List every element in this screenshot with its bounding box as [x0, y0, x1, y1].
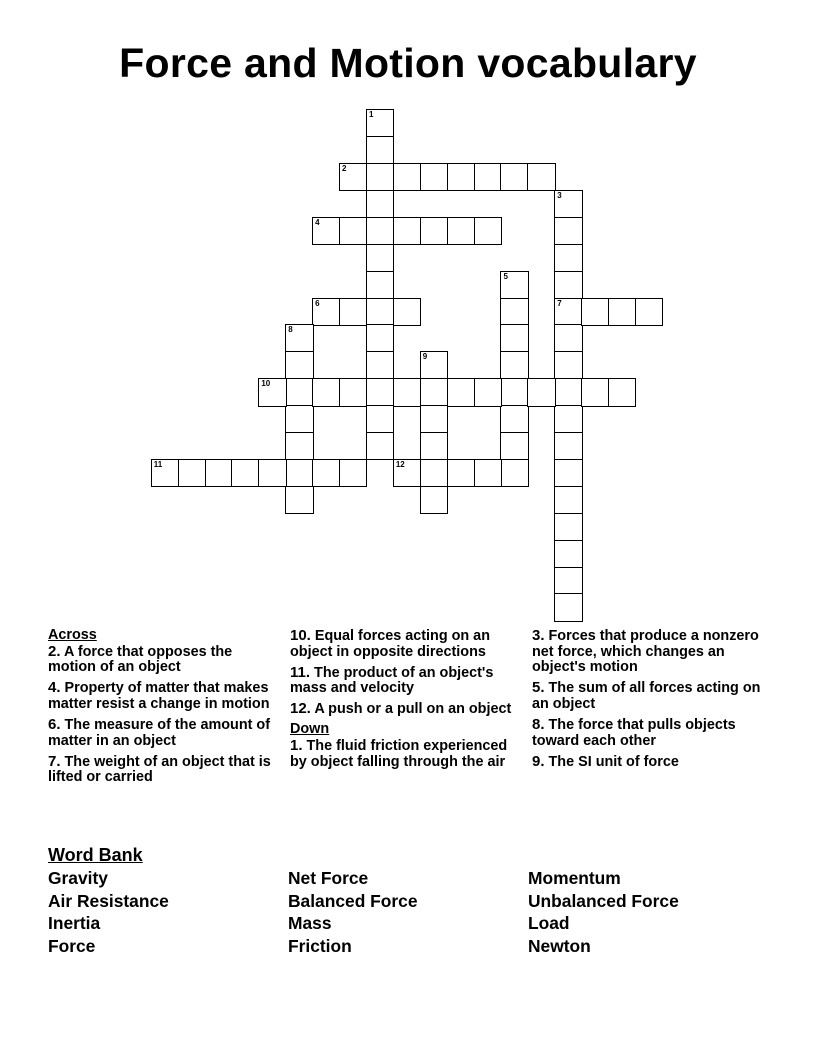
clue-across-10 [290, 628, 525, 660]
crossword-cell[interactable] [312, 459, 340, 487]
crossword-cell[interactable] [393, 459, 421, 487]
clue-text: The weight of an object that is lifted or carried [48, 753, 271, 786]
crossword-cell[interactable] [554, 271, 582, 299]
crossword-cell[interactable] [447, 163, 475, 191]
clue-number: 5. [532, 679, 545, 697]
crossword-cell[interactable] [527, 378, 555, 406]
crossword-cell[interactable] [420, 351, 448, 379]
crossword-cell[interactable] [366, 109, 394, 137]
clues-column-2 [290, 628, 525, 775]
crossword-cell[interactable] [500, 271, 528, 299]
crossword-cell[interactable] [554, 378, 582, 406]
clue-text: The SI unit of force [548, 753, 679, 770]
clue-number: 10. [290, 627, 311, 644]
clue-text: A force that opposes the motion of an object [48, 643, 233, 676]
crossword-cell[interactable] [474, 163, 502, 191]
word-bank-item: Momentum [528, 868, 621, 888]
crossword-cell[interactable] [366, 136, 394, 164]
word-bank-item: Mass [288, 913, 332, 934]
crossword-cell[interactable] [474, 378, 502, 406]
clue-number-label: 5 [503, 271, 508, 281]
clue-text: Forces that produce a nonzero net force, which changes an object's motion [532, 628, 759, 676]
crossword-cell[interactable] [500, 298, 528, 326]
crossword-cell[interactable] [554, 217, 582, 245]
word-bank-item: Load [528, 913, 570, 934]
clue-number-label: 2 [342, 164, 347, 174]
crossword-cell[interactable] [500, 459, 528, 487]
crossword-cell[interactable] [420, 486, 448, 514]
crossword-cell[interactable] [231, 459, 259, 487]
clue-down-5 [532, 680, 772, 712]
crossword-cell[interactable] [554, 513, 582, 541]
clue-text: The sum of all forces acting on an object [532, 680, 761, 712]
clue-number-label: 11 [153, 459, 163, 469]
crossword-cell[interactable] [393, 378, 421, 406]
word-bank-item: Net Force [288, 868, 369, 888]
clue-number: 2. [48, 642, 61, 660]
crossword-cell[interactable] [554, 486, 582, 514]
word-bank-item: Newton [528, 935, 591, 956]
crossword-cell[interactable] [635, 298, 663, 326]
word-bank-item: Inertia [48, 913, 101, 934]
crossword-cell[interactable] [366, 351, 394, 379]
crossword-cell[interactable] [285, 378, 313, 406]
crossword-cell[interactable] [339, 459, 367, 487]
crossword-cell[interactable] [258, 378, 286, 406]
crossword-cell[interactable] [366, 190, 394, 218]
crossword-cell[interactable] [554, 567, 582, 595]
crossword-cell[interactable] [366, 378, 394, 406]
crossword-cell[interactable] [420, 378, 448, 406]
clue-across-11 [290, 665, 525, 697]
clue-number-label: 6 [315, 298, 320, 308]
crossword-cell[interactable] [258, 459, 286, 487]
clue-number-label: 8 [288, 325, 293, 335]
clue-across-4 [48, 680, 283, 712]
crossword-cell[interactable] [500, 432, 528, 460]
word-bank-item: Gravity [48, 868, 108, 888]
clue-text: Property of matter that makes matter resist a change in motion [48, 680, 270, 712]
word-bank-item: Force [48, 935, 96, 956]
crossword-cell[interactable] [554, 190, 582, 218]
word-bank-item: Unbalanced Force [528, 890, 679, 911]
crossword-cell[interactable] [178, 459, 206, 487]
clue-down-8 [532, 717, 772, 749]
crossword-cell[interactable] [339, 298, 367, 326]
crossword-cell[interactable] [581, 378, 609, 406]
clue-across-12 [290, 701, 525, 718]
clue-text: The fluid friction experienced by object falling through the air [290, 738, 508, 770]
clue-number: 9. [532, 752, 545, 770]
crossword-cell[interactable] [420, 163, 448, 191]
crossword-cell[interactable] [474, 217, 502, 245]
crossword-cell[interactable] [366, 271, 394, 299]
crossword-cell[interactable] [312, 217, 340, 245]
crossword-cell[interactable] [285, 405, 313, 433]
crossword-cell[interactable] [500, 351, 528, 379]
crossword-cell[interactable] [527, 163, 555, 191]
clue-number-label: 4 [315, 217, 320, 227]
clue-number: 8. [532, 715, 545, 733]
clue-across-6 [48, 717, 283, 749]
clue-down-9 [532, 754, 772, 771]
crossword-cell[interactable] [500, 378, 528, 406]
clue-number-label: 3 [557, 190, 562, 200]
clue-number-label: 9 [422, 352, 428, 362]
crossword-cell[interactable] [554, 593, 582, 621]
word-bank-column-1 [48, 867, 169, 957]
crossword-cell[interactable] [366, 298, 394, 326]
clue-down-1 [290, 738, 525, 770]
crossword-cell[interactable] [312, 378, 340, 406]
crossword-cell[interactable] [285, 459, 313, 487]
crossword-cell[interactable] [366, 217, 394, 245]
crossword-cell[interactable] [420, 405, 448, 433]
clue-number: 4. [48, 679, 61, 697]
clue-text: Equal forces acting on an object in opposite directions [290, 628, 490, 660]
crossword-cell[interactable] [447, 378, 475, 406]
crossword-cell[interactable] [500, 324, 528, 352]
crossword-cell[interactable] [474, 459, 502, 487]
page-title: Force and Motion vocabulary [119, 40, 697, 86]
clue-text: The product of an object's mass and velocity [290, 664, 494, 697]
clue-number: 6. [48, 715, 61, 733]
clue-down-3 [532, 628, 772, 676]
clue-text: The force that pulls objects toward each other [532, 716, 736, 749]
crossword-cell[interactable] [554, 405, 582, 433]
crossword-cell[interactable] [285, 486, 313, 514]
crossword-cell[interactable] [285, 432, 313, 460]
crossword-cell[interactable] [420, 432, 448, 460]
crossword-cell[interactable] [500, 405, 528, 433]
clues-column-1 [48, 628, 283, 790]
crossword-cell[interactable] [366, 405, 394, 433]
crossword-cell[interactable] [420, 459, 448, 487]
crossword-cell[interactable] [312, 298, 340, 326]
crossword-cell[interactable] [393, 163, 421, 191]
word-bank-column-2 [288, 867, 418, 957]
crossword-cell[interactable] [554, 244, 582, 272]
crossword-cell[interactable] [366, 244, 394, 272]
crossword-cell[interactable] [420, 217, 448, 245]
crossword-cell[interactable] [393, 298, 421, 326]
word-bank-item: Balanced Force [288, 890, 418, 911]
crossword-cell[interactable] [608, 378, 636, 406]
crossword-cell[interactable] [608, 298, 636, 326]
crossword-cell[interactable] [447, 459, 475, 487]
clue-across-7 [48, 754, 283, 786]
clue-number: 1. [290, 737, 303, 755]
crossword-cell[interactable] [339, 217, 367, 245]
clue-number-label: 7 [557, 298, 562, 308]
crossword-cell[interactable] [554, 459, 582, 487]
word-bank-column-3 [528, 867, 679, 957]
crossword-cell[interactable] [285, 324, 313, 352]
clue-text: A push or a pull on an object [314, 701, 512, 718]
crossword-cell[interactable] [554, 540, 582, 568]
down-heading: Down [290, 721, 330, 738]
clue-across-2 [48, 644, 283, 676]
crossword-cell[interactable] [366, 324, 394, 352]
clue-number: 3. [532, 627, 545, 644]
crossword-cell[interactable] [581, 298, 609, 326]
clue-number-label: 10 [261, 379, 271, 389]
crossword-cell[interactable] [285, 351, 313, 379]
clue-number: 12. [290, 700, 311, 718]
crossword-cell[interactable] [554, 298, 582, 326]
word-bank-heading: Word Bank [48, 845, 143, 865]
crossword-cell[interactable] [447, 217, 475, 245]
clue-text: The measure of the amount of matter in an object [48, 716, 271, 749]
crossword-cell[interactable] [151, 459, 179, 487]
crossword-cell[interactable] [500, 163, 528, 191]
clue-number-label: 1 [368, 110, 374, 120]
clue-number: 7. [48, 752, 61, 770]
word-bank-item: Air Resistance [48, 890, 169, 911]
crossword-cell[interactable] [366, 163, 394, 191]
clues-column-3 [532, 628, 772, 775]
word-bank-item: Friction [288, 935, 352, 956]
crossword-cell[interactable] [205, 459, 233, 487]
crossword-cell[interactable] [366, 432, 394, 460]
crossword-cell[interactable] [339, 378, 367, 406]
crossword-cell[interactable] [554, 351, 582, 379]
clue-number-label: 12 [395, 459, 405, 469]
crossword-cell[interactable] [554, 432, 582, 460]
crossword-cell[interactable] [339, 163, 367, 191]
crossword-cell[interactable] [554, 324, 582, 352]
across-heading: Across [48, 627, 97, 643]
crossword-cell[interactable] [393, 217, 421, 245]
clue-number: 11. [290, 663, 311, 681]
